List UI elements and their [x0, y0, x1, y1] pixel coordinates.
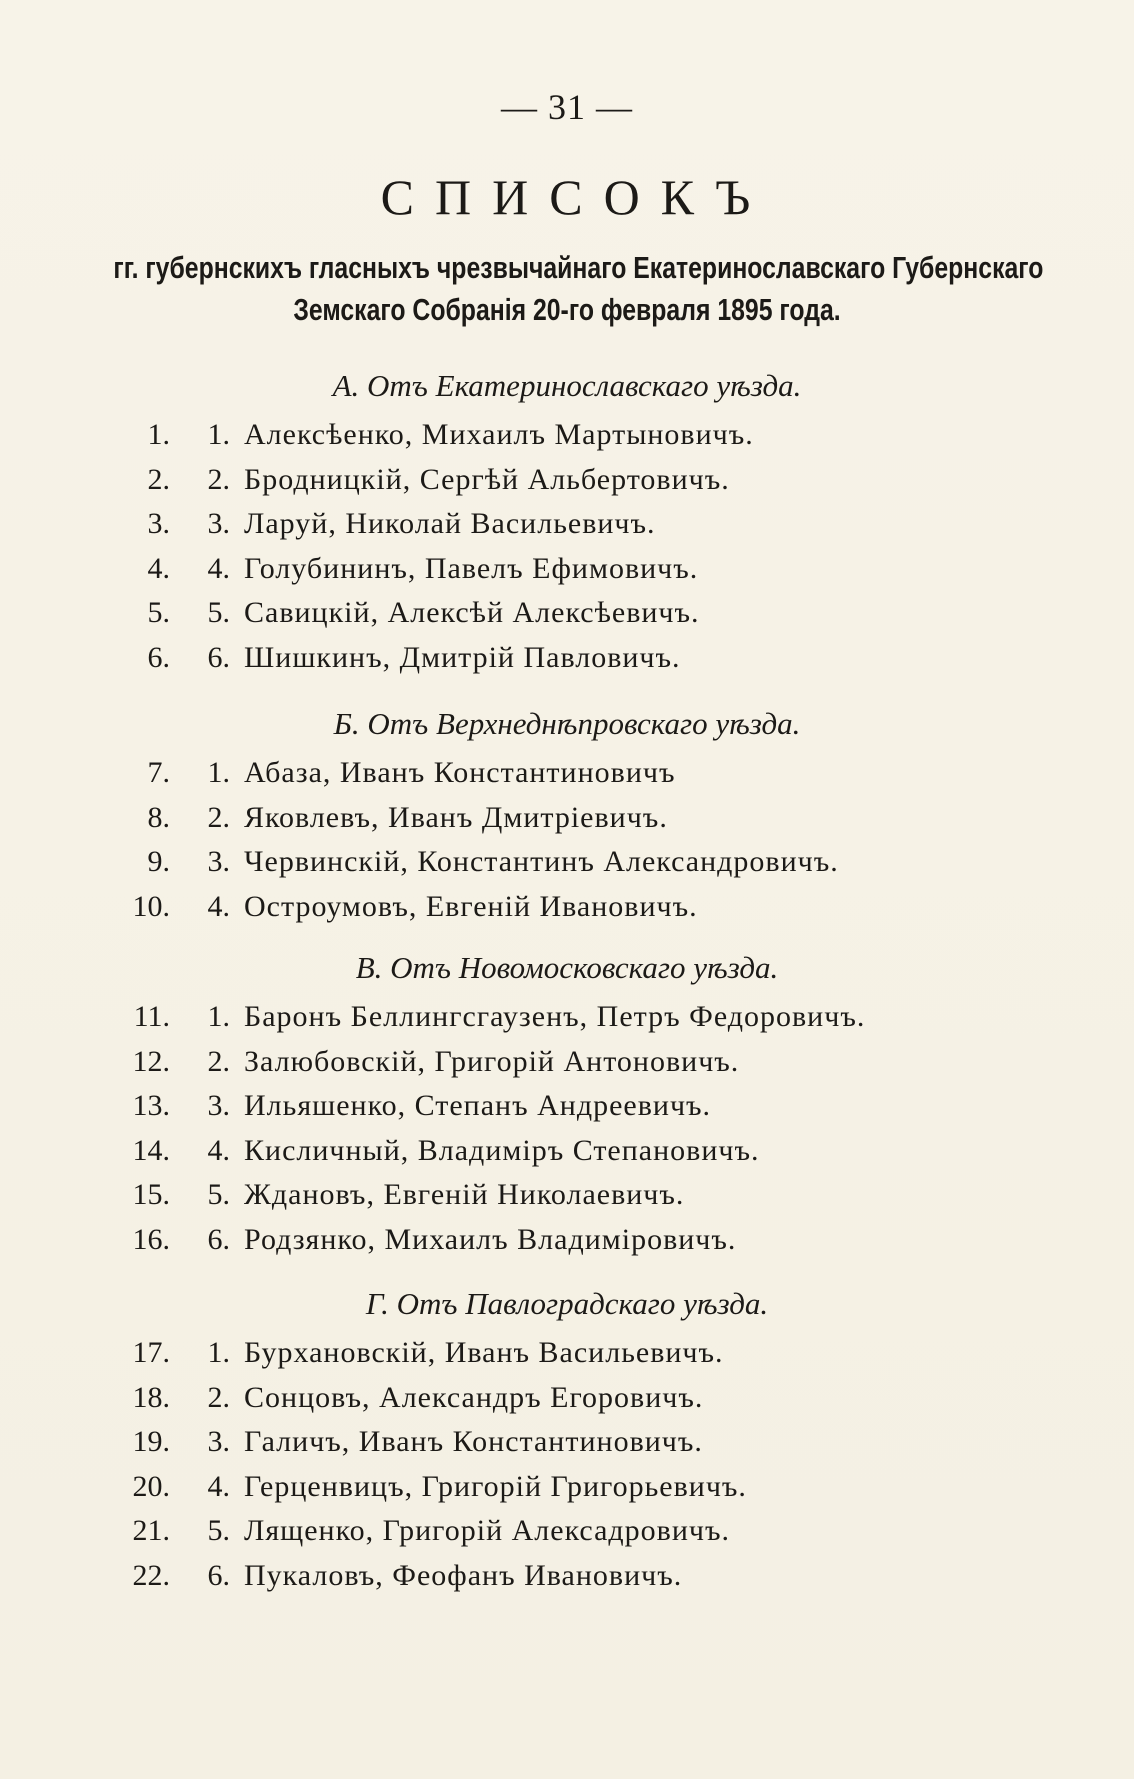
- section-heading: А. Отъ Екатеринославскаго уѣзда.: [332, 368, 802, 403]
- entry-subnumber: 2.: [207, 801, 230, 834]
- list-item: [0, 756, 1134, 796]
- entry-name: Галичъ, Иванъ Константиновичъ.: [244, 1425, 703, 1458]
- entry-number: 21.: [132, 1514, 170, 1547]
- section-heading: В. Отъ Новомосковскаго уѣзда.: [355, 950, 779, 985]
- list-item: [0, 890, 1134, 930]
- entry-name: Шишкинъ, Дмитрій Павловичъ.: [244, 641, 681, 674]
- entry-name: Герценвицъ, Григорій Григорьевичъ.: [244, 1470, 747, 1503]
- entry-number: 18.: [132, 1381, 170, 1414]
- entry-name: Залюбовскій, Григорій Антоновичъ.: [244, 1045, 740, 1078]
- entry-name: Ларуй, Николай Васильевичъ.: [244, 507, 656, 540]
- entry-number: 13.: [132, 1089, 170, 1122]
- entry-subnumber: 1.: [207, 1336, 230, 1369]
- entry-name: Баронъ Беллингсгаузенъ, Петръ Федоровичъ.: [244, 1000, 866, 1033]
- entry-number: 7.: [147, 756, 170, 789]
- entry-subnumber: 3.: [207, 507, 230, 540]
- list-item: [0, 1000, 1134, 1040]
- entry-subnumber: 4.: [207, 1134, 230, 1167]
- entry-subnumber: 5.: [207, 1514, 230, 1547]
- entry-subnumber: 2.: [207, 1381, 230, 1414]
- entry-subnumber: 1.: [207, 756, 230, 789]
- list-item: [0, 641, 1134, 681]
- entry-name: Абаза, Иванъ Константиновичъ: [244, 756, 676, 789]
- entry-number: 14.: [132, 1134, 170, 1167]
- entry-subnumber: 1.: [207, 418, 230, 451]
- entry-name: Кисличный, Владиміръ Степановичъ.: [244, 1134, 760, 1167]
- entry-number: 20.: [132, 1470, 170, 1503]
- entry-number: 19.: [132, 1425, 170, 1458]
- list-item: [0, 1559, 1134, 1599]
- entry-subnumber: 4.: [207, 552, 230, 585]
- entry-number: 16.: [132, 1223, 170, 1256]
- entry-number: 10.: [132, 890, 170, 923]
- entry-number: 22.: [132, 1559, 170, 1592]
- entry-subnumber: 5.: [207, 1178, 230, 1211]
- list-item: [0, 1045, 1134, 1085]
- list-item: [0, 596, 1134, 636]
- entry-name: Лященко, Григорій Алексадровичъ.: [244, 1514, 730, 1547]
- entry-number: 1.: [147, 418, 170, 451]
- list-item: [0, 1336, 1134, 1376]
- list-item: [0, 1381, 1134, 1421]
- entry-number: 6.: [147, 641, 170, 674]
- entry-number: 11.: [133, 1000, 170, 1033]
- entry-name: Бродницкій, Сергѣй Альбертовичъ.: [244, 463, 730, 496]
- list-item: [0, 1134, 1134, 1174]
- list-item: [0, 1089, 1134, 1129]
- list-item: [0, 801, 1134, 841]
- entry-number: 4.: [147, 552, 170, 585]
- section-heading: Г. Отъ Павлоградскаго уѣзда.: [365, 1286, 769, 1321]
- list-item: [0, 1223, 1134, 1263]
- subtitle-line-2: Земскаго Собранія 20-го февраля 1895 года.: [293, 292, 841, 327]
- entry-name: Пукаловъ, Феофанъ Ивановичъ.: [244, 1559, 683, 1592]
- entry-subnumber: 4.: [207, 890, 230, 923]
- entry-name: Ильяшенко, Степанъ Андреевичъ.: [244, 1089, 712, 1122]
- list-item: [0, 418, 1134, 458]
- entry-subnumber: 3.: [207, 1425, 230, 1458]
- entry-subnumber: 1.: [207, 1000, 230, 1033]
- entry-name: Остроумовъ, Евгеній Ивановичъ.: [244, 890, 698, 923]
- list-item: [0, 507, 1134, 547]
- entry-number: 8.: [147, 801, 170, 834]
- entry-number: 17.: [132, 1336, 170, 1369]
- entry-subnumber: 6.: [207, 1559, 230, 1592]
- entry-name: Родзянко, Михаилъ Владиміровичъ.: [244, 1223, 737, 1256]
- list-item: [0, 463, 1134, 503]
- entry-name: Сонцовъ, Александръ Егоровичъ.: [244, 1381, 704, 1414]
- entry-subnumber: 2.: [207, 1045, 230, 1078]
- entry-subnumber: 6.: [207, 1223, 230, 1256]
- entry-name: Червинскій, Константинъ Александровичъ.: [244, 845, 839, 878]
- entry-name: Голубининъ, Павелъ Ефимовичъ.: [244, 552, 699, 585]
- entry-subnumber: 2.: [207, 463, 230, 496]
- list-item: [0, 1514, 1134, 1554]
- list-item: [0, 552, 1134, 592]
- entry-number: 12.: [132, 1045, 170, 1078]
- entry-subnumber: 4.: [207, 1470, 230, 1503]
- entry-number: 15.: [132, 1178, 170, 1211]
- section-heading: Б. Отъ Верхнеднѣпровскаго уѣзда.: [333, 706, 801, 741]
- entry-name: Бурхановскій, Иванъ Васильевичъ.: [244, 1336, 724, 1369]
- list-item: [0, 1178, 1134, 1218]
- entry-name: Алексѣенко, Михаилъ Мартыновичъ.: [244, 418, 754, 451]
- list-item: [0, 845, 1134, 885]
- entry-subnumber: 6.: [207, 641, 230, 674]
- entry-name: Савицкій, Алексѣй Алексѣевичъ.: [244, 596, 700, 629]
- list-item: [0, 1425, 1134, 1465]
- list-item: [0, 1470, 1134, 1510]
- document-title: СПИСОКЪ: [380, 169, 772, 225]
- entry-number: 9.: [147, 845, 170, 878]
- entry-subnumber: 5.: [207, 596, 230, 629]
- entry-subnumber: 3.: [207, 1089, 230, 1122]
- entry-subnumber: 3.: [207, 845, 230, 878]
- entry-number: 2.: [147, 463, 170, 496]
- subtitle-line-1: гг. губернскихъ гласныхъ чрезвычайнаго Екатеринославскаго Губернскаго: [113, 250, 1044, 285]
- entry-number: 3.: [147, 507, 170, 540]
- entry-name: Ждановъ, Евгеній Николаевичъ.: [244, 1178, 685, 1211]
- entry-number: 5.: [147, 596, 170, 629]
- entry-name: Яковлевъ, Иванъ Дмитріевичъ.: [244, 801, 668, 834]
- page-number: — 31 —: [501, 87, 633, 127]
